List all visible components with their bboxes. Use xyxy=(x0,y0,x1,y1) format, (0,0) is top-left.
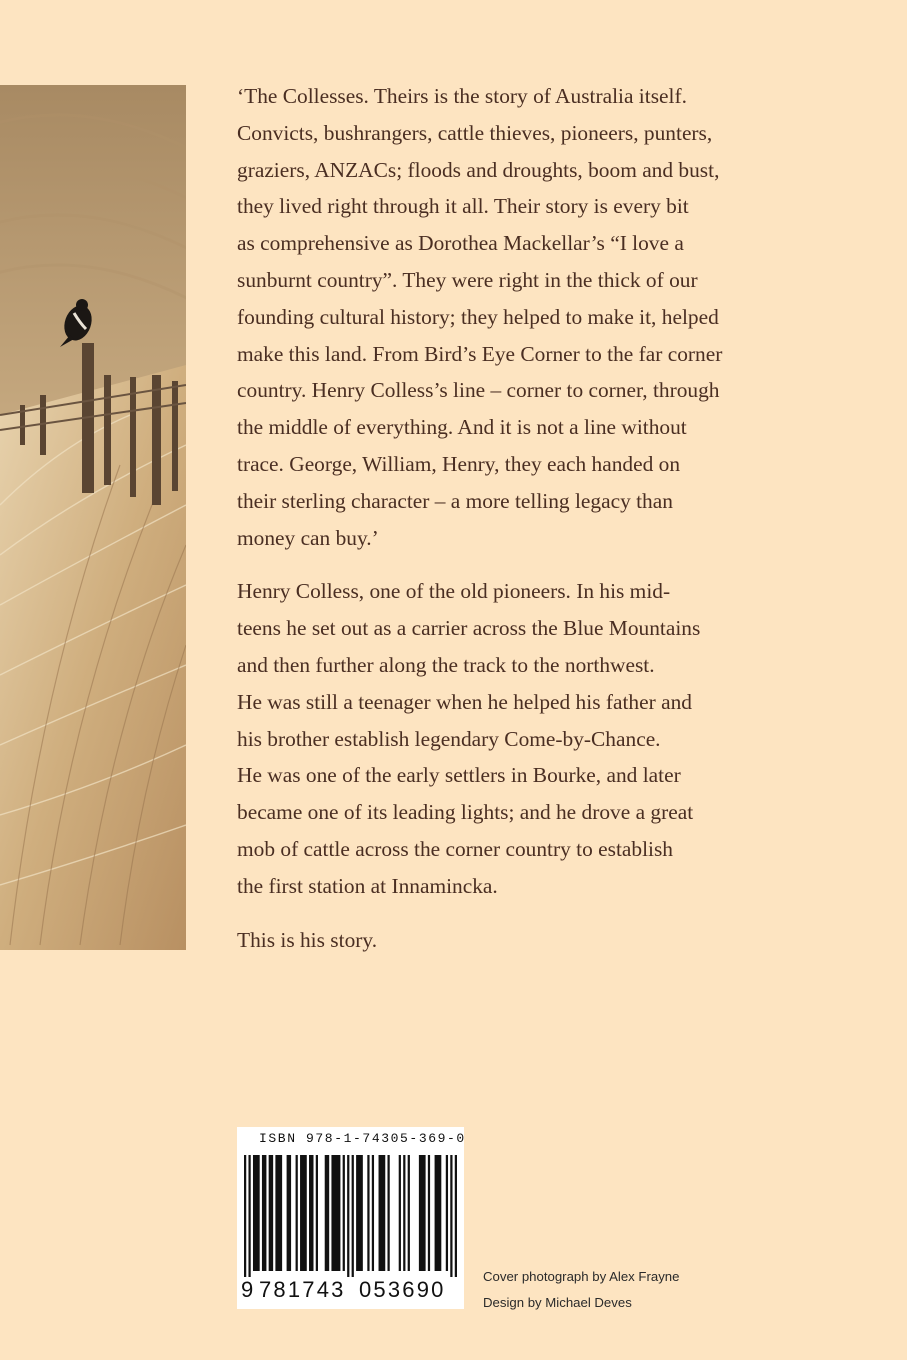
quote-line: sunburnt country”. They were right in the thick of our xyxy=(237,267,698,292)
quote-line: money can buy.’ xyxy=(237,525,379,550)
barcode-bar xyxy=(347,1155,349,1277)
story-line: became one of its leading lights; and he drove a great xyxy=(237,800,694,825)
quote-line: their sterling character – a more telling legacy than xyxy=(237,488,673,513)
quote-line: trace. George, William, Henry, they each handed on xyxy=(237,451,681,476)
barcode-bar xyxy=(300,1155,307,1271)
quote-line: as comprehensive as Dorothea Mackellar’s “I love a xyxy=(237,231,684,256)
barcode-bar xyxy=(399,1155,401,1271)
barcode-bars-icon xyxy=(243,1155,458,1277)
ean-lead-digit: 9 xyxy=(241,1277,254,1302)
barcode-bar xyxy=(296,1155,298,1271)
isbn-label: ISBN 978-1-74305-369-0 xyxy=(259,1131,466,1146)
barcode-bar xyxy=(352,1155,354,1277)
quote-line: Convicts, bushrangers, cattle thieves, pioneers, punters, xyxy=(237,120,713,145)
cover-credits xyxy=(483,1264,679,1316)
story-line: Henry Colless, one of the old pioneers. In his mid- xyxy=(237,579,671,604)
ean-right-digits: 053690 xyxy=(359,1277,446,1302)
quote-line: the middle of everything. And it is not a line without xyxy=(237,415,687,440)
barcode-bar xyxy=(248,1155,250,1277)
story-line: the first station at Innamincka. xyxy=(237,873,498,898)
story-line: mob of cattle across the corner country to establish xyxy=(237,836,673,861)
story-line: He was still a teenager when he helped his father and xyxy=(237,689,692,714)
story-line: teens he set out as a carrier across the Blue Mountains xyxy=(237,616,701,641)
barcode-bar xyxy=(428,1155,430,1271)
design-credit: Design by Michael Deves xyxy=(483,1295,632,1310)
back-cover-blurb xyxy=(237,78,797,975)
barcode-bar xyxy=(403,1155,405,1271)
barcode-bar xyxy=(309,1155,313,1271)
barcode-bar xyxy=(275,1155,282,1271)
barcode-bar xyxy=(367,1155,369,1271)
barcode-bar xyxy=(244,1155,246,1277)
barcode-bar xyxy=(316,1155,318,1271)
bird-on-fence-grass-photo-icon xyxy=(0,85,186,950)
barcode-bar xyxy=(419,1155,426,1271)
quote-paragraph xyxy=(237,78,797,556)
quote-line: founding cultural history; they helped to make it, helped xyxy=(237,304,719,329)
barcode-bar xyxy=(450,1155,452,1277)
story-line: and then further along the track to the northwest. xyxy=(237,652,655,677)
barcode-bar xyxy=(435,1155,442,1271)
quote-line: graziers, ANZACs; floods and droughts, boom and bust, xyxy=(237,157,720,182)
barcode-bar xyxy=(331,1155,340,1271)
photo-credit: Cover photograph by Alex Frayne xyxy=(483,1269,680,1284)
ean-left-digits: 781743 xyxy=(259,1277,346,1302)
barcode-bar xyxy=(325,1155,329,1271)
barcode-bar xyxy=(408,1155,410,1271)
closing-line: This is his story. xyxy=(237,927,378,952)
barcode-bar xyxy=(253,1155,260,1271)
barcode-bar xyxy=(287,1155,291,1271)
barcode-bar xyxy=(455,1155,457,1277)
barcode-bar xyxy=(269,1155,273,1271)
barcode-bar xyxy=(356,1155,363,1271)
quote-line: make this land. From Bird’s Eye Corner to the far corner xyxy=(237,341,723,366)
barcode-bar xyxy=(343,1155,345,1271)
isbn-barcode xyxy=(237,1127,464,1309)
story-paragraph xyxy=(237,573,797,904)
barcode-bar xyxy=(372,1155,374,1271)
closing-paragraph xyxy=(237,922,797,959)
story-line: his brother establish legendary Come-by-Chance. xyxy=(237,726,661,751)
barcode-bar xyxy=(446,1155,448,1271)
cover-photo xyxy=(0,85,186,950)
quote-line: they lived right through it all. Their story is every bit xyxy=(237,194,689,219)
barcode-bar xyxy=(387,1155,389,1271)
barcode-bar xyxy=(379,1155,386,1271)
barcode-bar xyxy=(262,1155,266,1271)
story-line: He was one of the early settlers in Bourke, and later xyxy=(237,763,681,788)
quote-line: ‘The Collesses. Theirs is the story of Australia itself. xyxy=(237,84,687,108)
quote-line: country. Henry Colless’s line – corner to corner, through xyxy=(237,378,720,403)
